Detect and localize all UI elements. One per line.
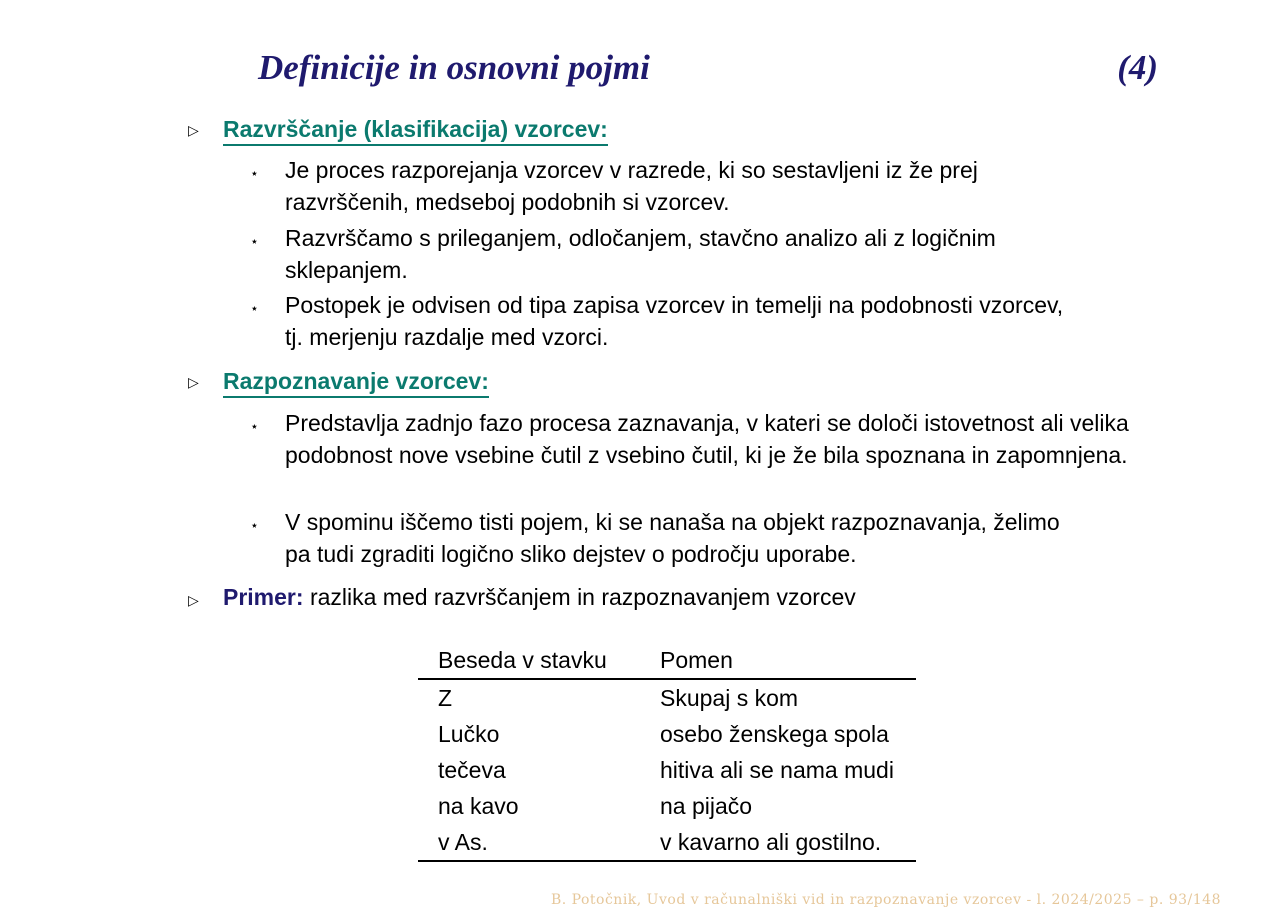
slide-number: (4)	[1117, 48, 1158, 87]
table-cell: osebo ženskega spola	[660, 721, 889, 747]
bullet-marker-icon: ▷	[188, 122, 199, 138]
list-item: Postopek je odvisen od tipa zapisa vzorcev in temelji na podobnosti vzorcev, tj. merjenju razdalje med vzorci.	[285, 292, 1064, 350]
table-cell: Z	[438, 685, 453, 711]
table-row	[418, 752, 916, 788]
section-heading-classification: Razvrščanje (klasifikacija) vzorcev:	[223, 115, 608, 146]
list-item: Predstavlja zadnjo fazo procesa zaznavanja, v kateri se določi istovetnost ali velika podobnost nove vsebine čutil z vsebino čutil, ki je že bila spoznana in zapomnjena.	[285, 410, 1129, 468]
bullet-marker-icon: ▷	[188, 374, 199, 390]
list-item: V spominu iščemo tisti pojem, ki se nanaša na objekt razpoznavanja, želimo pa tudi zgraditi logično sliko dejstev o področju uporabe.	[285, 509, 1060, 567]
table-row	[418, 788, 916, 824]
table-row	[418, 716, 916, 752]
section-heading-recognition: Razpoznavanje vzorcev:	[223, 367, 489, 398]
table-row	[418, 824, 916, 861]
star-marker-icon: ⋆	[250, 165, 259, 181]
example-line	[223, 582, 1123, 614]
slide-title: Definicije in osnovni pojmi	[258, 48, 650, 87]
table-cell: v kavarno ali gostilno.	[640, 824, 916, 861]
table-cell: v As.	[418, 824, 640, 861]
table-header-cell: Pomen	[640, 640, 916, 679]
table-cell: tečeva	[438, 757, 506, 783]
list-item: Je proces razporejanja vzorcev v razrede, ki so sestavljeni iz že prej razvrščenih, medseboj podobnih si vzorcev.	[285, 157, 978, 215]
table-header-cell: Beseda v stavku	[418, 640, 640, 679]
star-marker-icon: ⋆	[250, 517, 259, 533]
example-table	[418, 640, 916, 862]
star-marker-icon: ⋆	[250, 233, 259, 249]
table-cell: Lučko	[438, 721, 500, 747]
star-marker-icon: ⋆	[250, 418, 259, 434]
table-row	[418, 679, 916, 716]
example-label: Primer:	[223, 584, 304, 610]
example-text: razlika med razvrščanjem in razpoznavanjem vzorcev	[309, 584, 856, 610]
table-cell: na kavo	[438, 793, 519, 819]
table-header-row	[418, 640, 916, 679]
bullet-marker-icon: ▷	[188, 592, 199, 608]
table-cell: Skupaj s kom	[660, 685, 799, 711]
slide-footer: B. Potočnik, Uvod v računalniški vid in razpoznavanje vzorcev - l. 2024/2025 – p. 93/148	[550, 892, 1221, 908]
table-cell: hitiva ali se nama mudi	[660, 757, 894, 783]
table-cell: na pijačo	[660, 793, 753, 819]
list-item: Razvrščamo s prileganjem, odločanjem, stavčno analizo ali z logičnim sklepanjem.	[285, 225, 996, 283]
star-marker-icon: ⋆	[250, 300, 259, 316]
